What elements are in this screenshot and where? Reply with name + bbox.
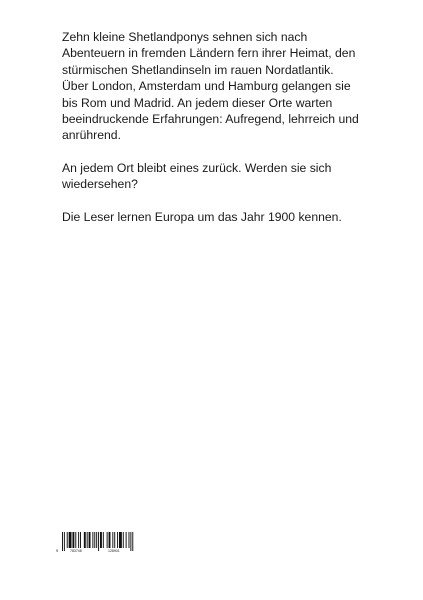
barcode-left-group: 783748 (70, 549, 82, 553)
barcode-bar (126, 532, 127, 548)
barcode-bar (100, 532, 102, 548)
barcode-bar (112, 532, 113, 548)
barcode-bar (132, 532, 133, 551)
barcode-bar (114, 532, 115, 548)
barcode-bar (107, 532, 108, 548)
barcode-bar (67, 532, 68, 548)
barcode-bar (117, 532, 118, 548)
barcode-bar (96, 532, 97, 548)
barcode-bar (92, 532, 93, 548)
barcode-bar (119, 532, 122, 548)
barcode-bar (84, 532, 86, 548)
barcode-bar (123, 532, 124, 548)
barcode-bar (72, 532, 74, 548)
barcode-right-group: 128901 (108, 549, 120, 553)
blurb-paragraph-3: Die Leser lernen Europa um das Jahr 1900 kennen. (62, 209, 342, 224)
barcode-bar (87, 532, 88, 548)
isbn-barcode (56, 532, 146, 558)
blurb-paragraph-2: An jedem Ort bleibt eines zurück. Werden sie sich wiedersehen? (62, 160, 332, 192)
barcode-bar (69, 532, 72, 548)
barcode-bar (103, 532, 104, 548)
barcode-bar (80, 532, 81, 548)
barcode-bars (56, 532, 146, 558)
blurb-text (62, 29, 362, 241)
barcode-bar (129, 532, 130, 548)
barcode-lead-digit: 9 (56, 548, 59, 553)
barcode-bar (64, 532, 65, 551)
barcode-bar (78, 532, 79, 548)
barcode-bar (75, 532, 76, 548)
barcode-bar (98, 532, 99, 551)
blurb-paragraph-1: Zehn kleine Shetlandponys sehnen sich nach Abenteuern in fremden Ländern fern ihrer Heimat, den stürmischen Shetlandinseln im rauen Nordatlantik. Über London, Amsterdam und Hamburg gelangen sie bis Rom und Madrid. An jedem dieser Orte warten beeindruckende Erfahrungen: Aufregend, lehrreich und anrührend. (62, 30, 359, 143)
barcode-bar (130, 532, 131, 551)
barcode-bar (109, 532, 111, 548)
barcode-bar (62, 532, 63, 551)
barcode-bar (94, 532, 95, 548)
barcode-bar (89, 532, 91, 548)
